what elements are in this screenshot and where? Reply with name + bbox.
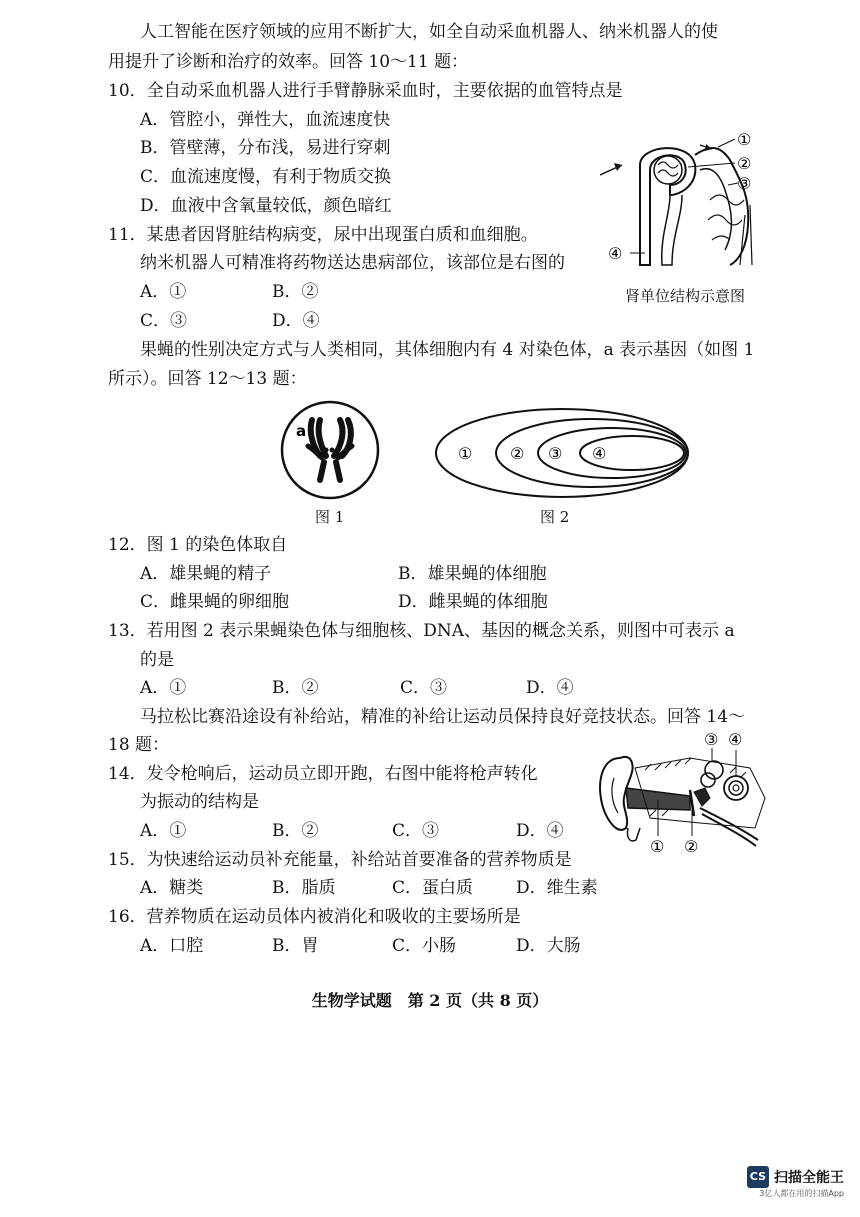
question-14-stem: 为振动的结构是 [140,792,259,812]
watermark-brand: 扫描全能王 [774,1170,844,1186]
question-16-stem: 16．营养物质在运动员体内被消化和吸收的主要场所是 [108,907,521,927]
nephron-label-3: ③ [737,174,752,193]
question-11-stem: 11．某患者因肾脏结构病变，尿中出现蛋白质和血细胞。 [108,225,538,245]
question-13-option-d: D．④ [526,678,574,698]
intro-passage-line: 果蝇的性别决定方式与人类相同，其体细胞内有 4 对染色体，a 表示基因（如图 1 [140,340,755,360]
question-14-option-c: C．③ [392,821,440,841]
question-16-option-c: C．小肠 [392,936,457,956]
nephron-diagram [600,125,800,285]
question-11-option-d: D．④ [272,311,320,331]
camscanner-logo-icon: CS [747,1166,769,1188]
nephron-label-2: ② [737,154,752,173]
figure-1-caption: 图 1 [315,508,345,526]
intro-passage-line: 所示）。回答 12～13 题： [108,369,307,389]
ear-label-1: ① [650,837,665,856]
question-11-option-b: B．② [272,282,319,302]
question-15-option-a: A．糖类 [140,878,204,898]
question-16-option-a: A．口腔 [140,936,204,956]
question-12-stem: 12．图 1 的染色体取自 [108,535,288,555]
question-10-stem: 10．全自动采血机器人进行手臂静脉采血时，主要依据的血管特点是 [108,81,623,101]
question-10-option-b: B．管壁薄，分布浅，易进行穿刺 [140,138,391,158]
page-footer: 生物学试题 第 2 页（共 8 页） [311,991,549,1010]
question-14-option-d: D．④ [516,821,564,841]
question-10-option-d: D．血液中含氧量较低，颜色暗红 [140,196,392,216]
question-13-stem: 的是 [140,650,174,670]
question-12-option-c: C．雌果蝇的卵细胞 [140,592,290,612]
question-13-option-b: B．② [272,678,319,698]
question-13-option-c: C．③ [400,678,448,698]
question-10-option-c: C．血流速度慢，有利于物质交换 [140,167,392,187]
question-12-option-d: D．雌果蝇的体细胞 [398,592,548,612]
question-11-option-a: A．① [140,282,187,302]
nephron-label-4: ④ [608,244,623,263]
question-11-option-c: C．③ [140,311,188,331]
question-13-option-a: A．① [140,678,187,698]
question-12-option-a: A．雄果蝇的精子 [140,564,272,584]
ear-label-4: ④ [728,730,743,749]
question-16-option-d: D．大肠 [516,936,581,956]
scanner-watermark [747,1166,844,1199]
figure-2-label-3: ③ [548,444,563,463]
figure-1-gene-label: a [296,422,307,440]
question-11-stem: 纳米机器人可精准将药物送达患病部位，该部位是右图的 [140,253,565,273]
question-15-option-c: C．蛋白质 [392,878,474,898]
figure-2-caption: 图 2 [540,508,570,526]
question-14-option-b: B．② [272,821,319,841]
ear-label-3: ③ [704,730,719,749]
intro-passage-line: 用提升了诊断和治疗的效率。回答 10～11 题： [108,52,469,72]
question-16-option-b: B．胃 [272,936,319,956]
nephron-caption: 肾单位结构示意图 [625,287,746,305]
ear-label-2: ② [684,837,699,856]
watermark-tagline: 3亿人都在用的扫描App [759,1189,844,1198]
question-15-option-d: D．维生素 [516,878,598,898]
figure-2-label-4: ④ [592,444,607,463]
figure-2-label-1: ① [458,444,473,463]
figure-2-label-2: ② [510,444,525,463]
question-12-option-b: B．雄果蝇的体细胞 [398,564,547,584]
figure-1-cell [278,398,382,502]
question-15-option-b: B．脂质 [272,878,336,898]
question-10-option-a: A．管腔小，弹性大，血流速度快 [140,110,391,130]
nephron-label-1: ① [737,130,752,149]
ear-diagram [590,728,770,858]
intro-passage-line: 18 题： [108,735,170,755]
question-13-stem: 13．若用图 2 表示果蝇染色体与细胞核、DNA、基因的概念关系，则图中可表示 a [108,621,735,641]
question-14-option-a: A．① [140,821,187,841]
intro-passage-line: 人工智能在医疗领域的应用不断扩大，如全自动采血机器人、纳米机器人的使 [140,22,718,42]
figure-2-concept-ellipses [432,405,692,501]
question-14-stem: 14．发令枪响后，运动员立即开跑，右图中能将枪声转化 [108,764,538,784]
intro-passage-line: 马拉松比赛沿途设有补给站，精准的补给让运动员保持良好竞技状态。回答 14～ [140,707,746,727]
question-15-stem: 15．为快速给运动员补充能量，补给站首要准备的营养物质是 [108,850,572,870]
